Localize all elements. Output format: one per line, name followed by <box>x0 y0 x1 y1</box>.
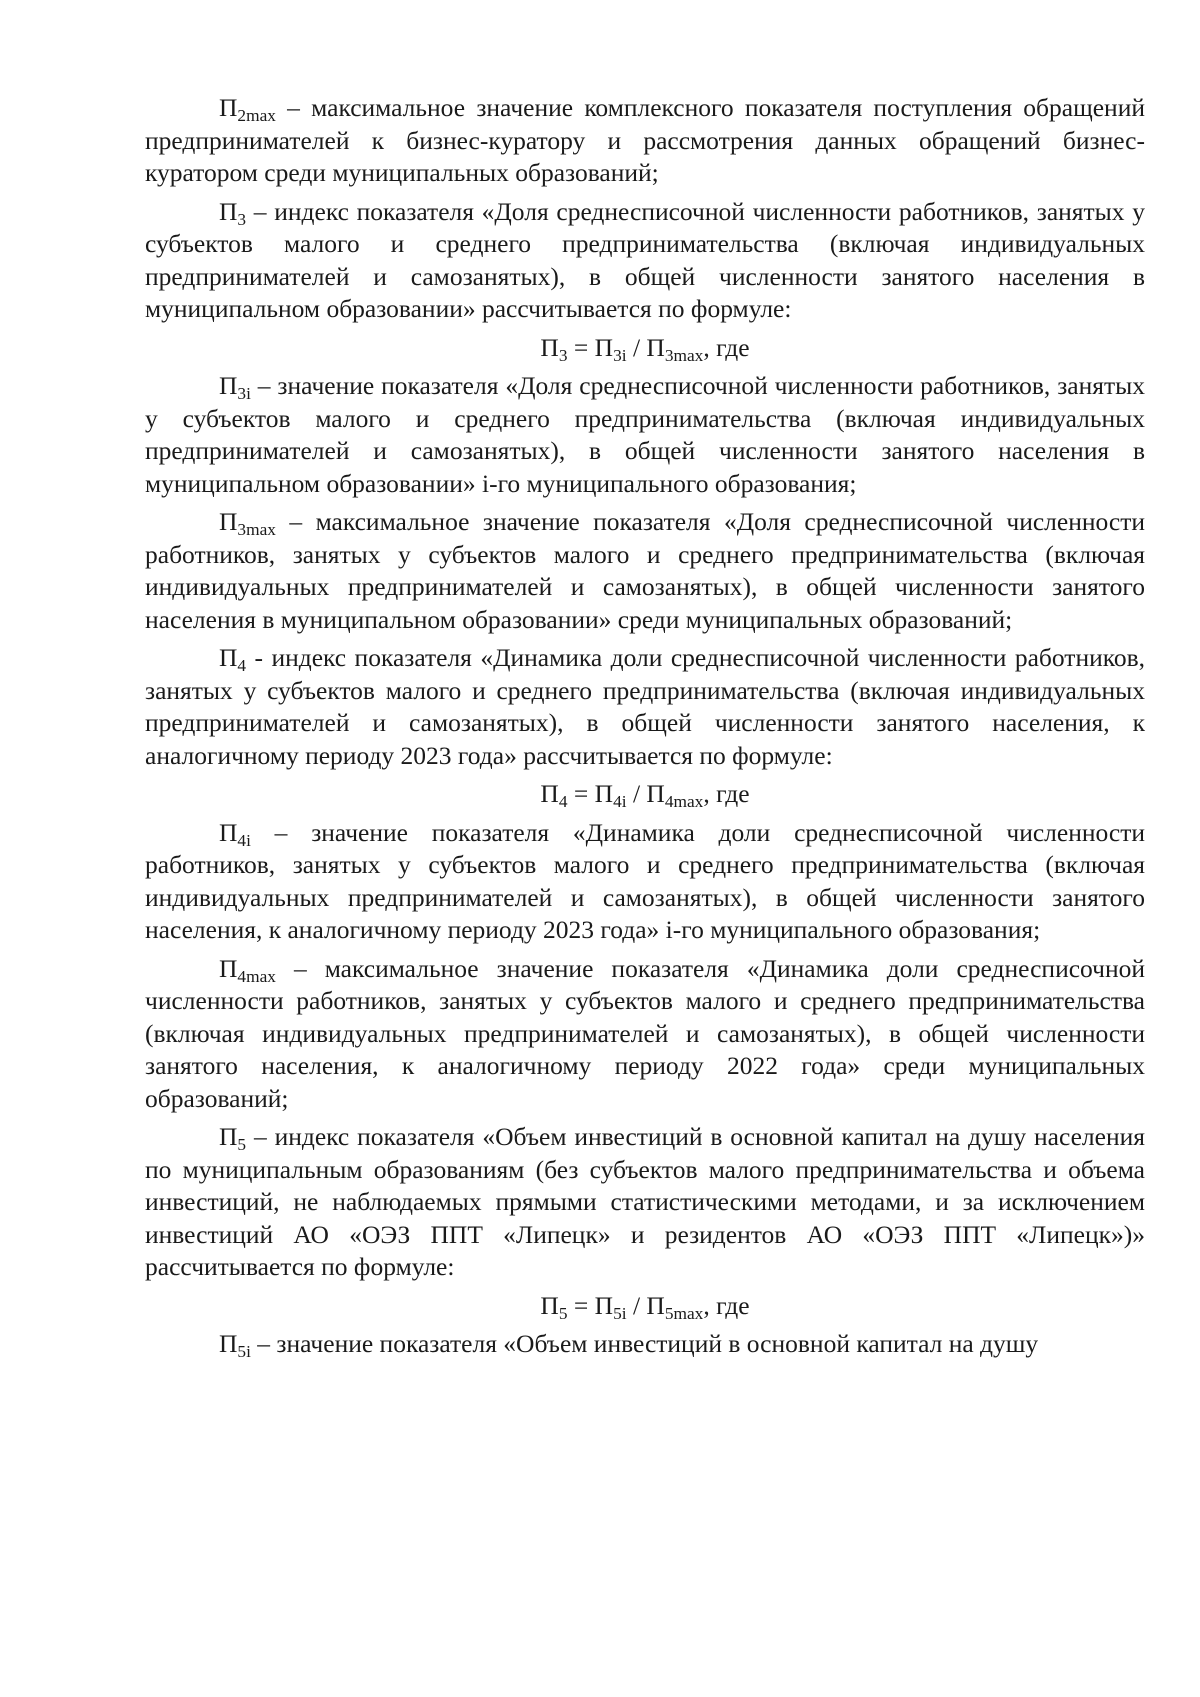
definition-text: – значение показателя «Динамика доли среднесписочной численности работников, занятых у субъектов малого и среднего предпринимательства (включая индивидуальных предпринимателей и самозанятых), в общей численности занятого населения, к аналогичному периоду 2023 года» i-го муниципального образования; <box>145 817 1145 944</box>
formula-p5 <box>145 1290 1145 1323</box>
formula-divide: / <box>626 779 647 808</box>
symbol-subscript: 2max <box>237 105 276 125</box>
symbol: П <box>219 1329 238 1358</box>
definition-p4i <box>145 817 1145 947</box>
formula-p4 <box>145 778 1145 811</box>
formula-lhs: П <box>540 779 559 808</box>
definition-text: – индекс показателя «Доля среднесписочной численности работников, занятых у субъектов малого и среднего предпринимательства (включая индивидуальных предпринимателей и самозанятых), в общей численности занятого населения в муниципальном образовании» рассчитывается по формуле: <box>145 196 1145 323</box>
formula-denominator: П <box>646 332 665 362</box>
formula-lhs-subscript: 4 <box>558 791 568 811</box>
definition-p4 <box>145 642 1145 772</box>
formula-denominator-subscript: 4max <box>664 791 704 811</box>
symbol: П <box>219 643 238 672</box>
formula-p3 <box>145 332 1145 365</box>
formula-numerator: П <box>594 1290 614 1320</box>
formula-equals: = <box>567 779 595 808</box>
definition-p2max <box>145 92 1145 190</box>
symbol: П <box>219 93 238 122</box>
definition-text: – значение показателя «Объем инвестиций в основной капитал на душу <box>250 1329 1039 1358</box>
formula-denominator: П <box>646 1290 665 1320</box>
symbol: П <box>219 507 238 536</box>
formula-numerator-subscript: 4i <box>613 791 627 811</box>
formula-equals: = <box>567 1290 595 1320</box>
formula-lhs-subscript: 5 <box>558 1303 568 1323</box>
symbol-subscript: 3max <box>237 519 276 539</box>
formula-numerator-subscript: 3i <box>613 345 627 365</box>
formula-denominator-subscript: 3max <box>664 345 704 365</box>
formula-numerator: П <box>594 779 614 808</box>
definition-text: – индекс показателя «Объем инвестиций в основной капитал на душу населения по муниципальным образованиям (без субъектов малого предпринимательства и объема инвестиций, не наблюдаемых прямыми статистическими методами, и за исключением инвестиций АО «ОЭЗ ППТ «Липецк» и резидентов АО «ОЭЗ ППТ «Липецк»)» рассчитывается по формуле: <box>145 1122 1145 1281</box>
definition-p5 <box>145 1121 1145 1284</box>
symbol-subscript: 4 <box>237 655 247 675</box>
definition-p5i <box>145 1328 1145 1361</box>
symbol: П <box>219 817 238 847</box>
symbol: П <box>219 1122 238 1151</box>
definition-p3 <box>145 196 1145 326</box>
symbol-subscript: 4max <box>237 966 276 986</box>
formula-equals: = <box>567 332 595 362</box>
symbol-subscript: 5 <box>237 1134 247 1154</box>
definition-p3max <box>145 506 1145 636</box>
formula-tail: , где <box>703 332 750 362</box>
formula-numerator: П <box>594 332 614 362</box>
symbol-subscript: 3 <box>237 209 247 229</box>
symbol: П <box>219 953 238 983</box>
formula-lhs-subscript: 3 <box>558 345 568 365</box>
document-body <box>145 92 1145 1367</box>
formula-lhs: П <box>540 1290 559 1320</box>
symbol-subscript: 3i <box>237 383 251 403</box>
symbol-subscript: 4i <box>237 830 251 850</box>
formula-tail: , где <box>703 779 750 808</box>
definition-text: - индекс показателя «Динамика доли среднесписочной численности работников, занятых у субъектов малого и среднего предпринимательства (включая индивидуальных предпринимателей и самозанятых), в общей численности занятого населения, к аналогичному периоду 2023 года» рассчитывается по формуле: <box>145 643 1145 770</box>
formula-tail: , где <box>703 1290 750 1320</box>
formula-numerator-subscript: 5i <box>613 1303 627 1323</box>
formula-denominator-subscript: 5max <box>664 1303 704 1323</box>
definition-text: – максимальное значение показателя «Доля среднесписочной численности работников, занятых у субъектов малого и среднего предпринимательства (включая индивидуальных предпринимателей и самозанятых), в общей численности занятого населения в муниципальном образовании» среди муниципальных образований; <box>145 507 1145 634</box>
formula-divide: / <box>626 1290 647 1320</box>
definition-p3i <box>145 370 1145 500</box>
symbol: П <box>219 196 238 226</box>
definition-text: – значение показателя «Доля среднесписочной численности работников, занятых у субъектов малого и среднего предпринимательства (включая индивидуальных предпринимателей и самозанятых), в общей численности занятого населения в муниципальном образовании» i-го муниципального образования; <box>145 371 1145 498</box>
symbol-subscript: 5i <box>237 1341 251 1361</box>
formula-lhs: П <box>540 332 559 362</box>
definition-text: – максимальное значение показателя «Динамика доли среднесписочной численности работников, занятых у субъектов малого и среднего предпринимательства (включая индивидуальных предпринимателей и самозанятых), в общей численности занятого населения, к аналогичному периоду 2022 года» среди муниципальных образований; <box>145 953 1145 1113</box>
formula-divide: / <box>626 332 647 362</box>
definition-text: – максимальное значение комплексного показателя поступления обращений предпринимателей к бизнес-куратору и рассмотрения данных обращений бизнес-куратором среди муниципальных образований; <box>145 93 1145 187</box>
formula-denominator: П <box>646 779 665 808</box>
definition-p4max <box>145 953 1145 1116</box>
symbol: П <box>219 371 238 400</box>
